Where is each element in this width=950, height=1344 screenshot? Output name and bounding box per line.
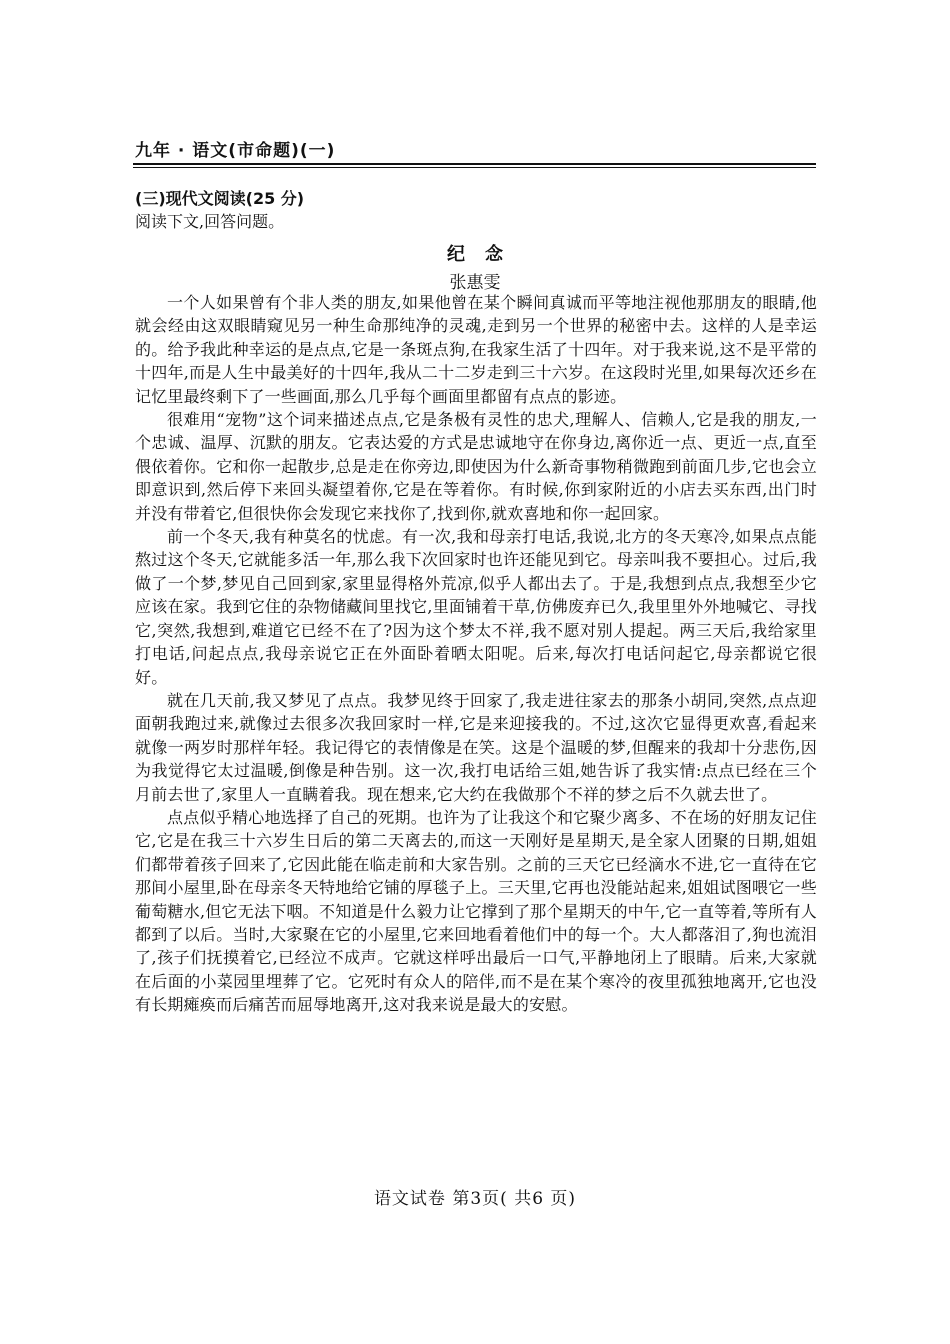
article-author: 张惠雯	[449, 273, 501, 293]
paragraph-4: 就在几天前,我又梦见了点点。我梦见终于回家了,我走进往家去的那条小胡同,突然,点点迎面朝我跑过来,就像过去很多次我回家时一样,它是来迎接我的。不过,这次它显得更欢喜,看起来就像一两岁时那样年轻。我记得它的表情像是在笑。这是个温暖的梦,但醒来的我却十分悲伤,因为我觉得它太过温暖,倒像是种告别。这一次,我打电话给三姐,她告诉了我实情:点点已经在三个月前去世了,家里人一直瞒着我。现在想来,它大约在我做那个不祥的梦之后不久就去世了。	[135, 690, 817, 804]
header-rule-thin	[133, 167, 816, 168]
paragraph-3: 前一个冬天,我有种莫名的忧虑。有一次,我和母亲打电话,我说,北方的冬天寒冷,如果点点能熬过这个冬天,它就能多活一年,那么我下次回家时也许还能见到它。母亲叫我不要担心。过后,我做了一个梦,梦见自己回到家,家里显得格外荒凉,似乎人都出去了。于是,我想到点点,我想至少它应该在家。我到它住的杂物储藏间里找它,里面铺着干草,仿佛废弃已久,我里里外外地喊它、寻找它,突然,我想到,难道它已经不在了?因为这个梦太不祥,我不愿对别人提起。两三天后,我给家里打电话,问起点点,我母亲说它正在外面卧着晒太阳呢。后来,每次打电话问起它,母亲都说它很好。	[135, 527, 817, 687]
article-title: 纪念	[447, 244, 523, 265]
header-rule-thick	[133, 163, 816, 165]
paragraph-2: 很难用“宠物”这个词来描述点点,它是条极有灵性的忠犬,理解人、信赖人,它是我的朋友,一个忠诚、温厚、沉默的朋友。它表达爱的方式是忠诚地守在你身边,离你近一点、更近一点,直至偎依着你。它和你一起散步,总是走在你旁边,即使因为什么新奇事物稍微跑到前面几步,它也会立即意识到,然后停下来回头凝望着你,它是在等着你。有时候,你到家附近的小店去买东西,出门时并没有带着它,但很快你会发现它来找你了,找到你,就欢喜地和你一起回家。	[135, 410, 817, 523]
article-body	[135, 291, 817, 1017]
exam-header: 九年 · 语文(市命题)(一)	[135, 141, 336, 161]
reading-instruction: 阅读下文,回答问题。	[135, 212, 285, 231]
paragraph-5: 点点似乎精心地选择了自己的死期。也许为了让我这个和它聚少离多、不在场的好朋友记住它,它是在我三十六岁生日后的第二天离去的,而这一天刚好是星期天,是全家人团聚的日期,姐姐们都带着孩子回来了,它因此能在临走前和大家告别。之前的三天它已经滴水不进,它一直待在它那间小屋里,卧在母亲冬天特地给它铺的厚毯子上。三天里,它再也没能站起来,姐姐试图喂它一些葡萄糖水,但它无法下咽。不知道是什么毅力让它撑到了那个星期天的中午,它一直等着,等所有人都到了以后。当时,大家聚在它的小屋里,它来回地看着他们中的每一个。大人都落泪了,狗也流泪了,孩子们抚摸着它,已经泣不成声。它就这样呼出最后一口气,平静地闭上了眼睛。后来,大家就在后面的小菜园里埋葬了它。它死时有众人的陪伴,而不是在某个寒冷的夜里孤独地离开,它也没有长期瘫痪而后痛苦而屈辱地离开,这对我来说是最大的安慰。	[135, 807, 817, 1015]
page-footer: 语文试卷 第3页( 共6 页)	[373, 1189, 577, 1209]
paragraph-1: 一个人如果曾有个非人类的朋友,如果他曾在某个瞬间真诚而平等地注视他那朋友的眼睛,他就会经由这双眼睛窥见另一种生命那纯净的灵魂,走到另一个世界的秘密中去。这样的人是幸运的。给予我此种幸运的是点点,它是一条斑点狗,在我家生活了十四年。对于我来说,这不是平常的十四年,而是人生中最美好的十四年,我从二十二岁走到三十六岁。在这段时光里,如果每次还乡在记忆里最终剩下了一些画面,那么几乎每个画面里都留有点点的影迹。	[135, 293, 817, 406]
section-title: (三)现代文阅读(25 分)	[135, 189, 305, 208]
